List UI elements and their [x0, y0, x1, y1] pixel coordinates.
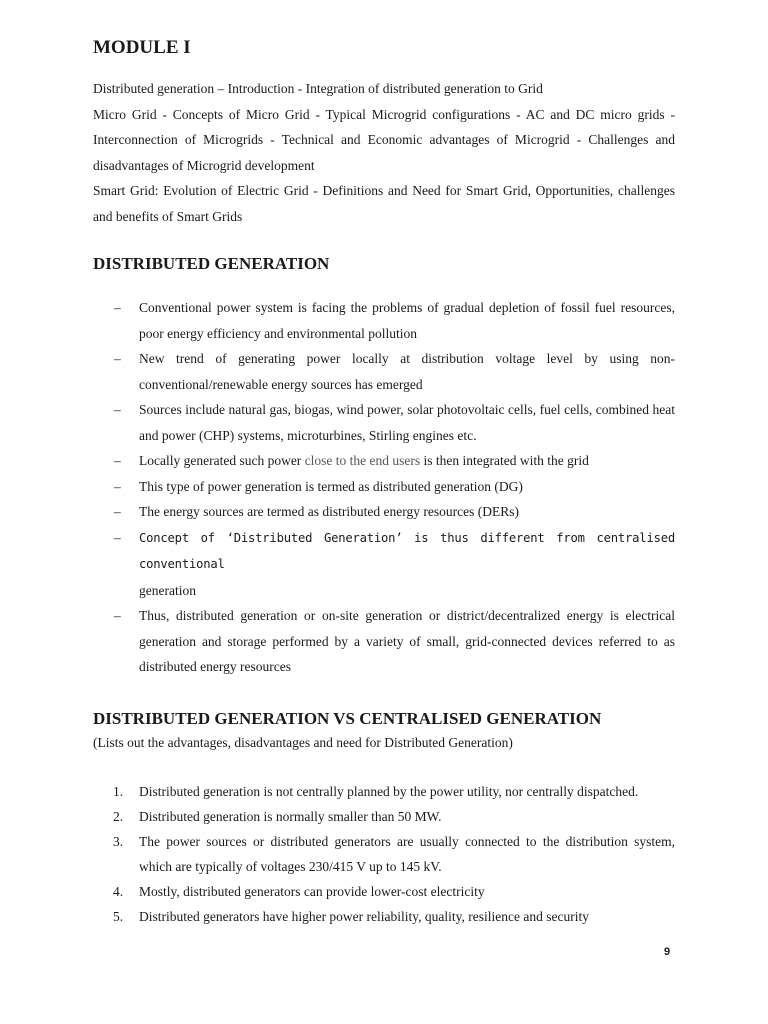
- page-number: 9: [664, 946, 671, 958]
- syllabus-line: Distributed generation – Introduction - Integration of distributed generation to Grid: [93, 81, 543, 96]
- list-item: [93, 499, 675, 525]
- syllabus-block: [93, 76, 675, 229]
- dg-vs-centralised-section: [93, 708, 675, 929]
- list-item-text-start: Locally generated such power: [139, 453, 305, 468]
- highlighted-phrase: close to the end users: [304, 453, 421, 468]
- list-item-text: New trend of generating power locally at distribution voltage level by using non-conventional/renewable energy sources has emerged: [139, 351, 675, 392]
- list-item: [93, 904, 675, 929]
- list-item: [93, 829, 675, 879]
- bullet-marker: –: [114, 453, 121, 468]
- list-item-text: Distributed generation is not centrally planned by the power utility, nor centrally dispatched.: [139, 783, 639, 799]
- bullet-marker: –: [114, 529, 121, 545]
- list-item: [93, 879, 675, 904]
- list-item: [93, 346, 675, 397]
- bullet-marker: –: [114, 402, 121, 417]
- list-item: [93, 525, 675, 604]
- list-item-text: Distributed generators have higher power reliability, quality, resilience and security: [139, 908, 589, 924]
- list-item-text: Thus, distributed generation or on-site generation or district/decentralized energy is electrical generation and storage performed by a variety of small, grid-connected devices referred to as distributed energy resources: [139, 608, 675, 674]
- module-title: MODULE I: [93, 37, 191, 58]
- list-item-text: The energy sources are termed as distributed energy resources (DERs): [139, 504, 519, 519]
- syllabus-line: Micro Grid - Concepts of Micro Grid - Typical Microgrid configurations - AC and DC micro grids - Interconnection of Microgrids - Technical and Economic advantages of Microgrid - Challenges and disadvantages of Microgrid development: [93, 106, 675, 173]
- list-item-text: Distributed generation is normally smaller than 50 MW.: [139, 808, 442, 824]
- list-item: [93, 603, 675, 680]
- distributed-generation-section: [93, 253, 675, 680]
- list-item: [93, 804, 675, 829]
- list-item: [93, 474, 675, 500]
- list-item-text-continued: generation: [139, 582, 196, 598]
- bullet-marker: –: [114, 478, 121, 494]
- list-item-text-end: is then integrated with the grid: [420, 453, 589, 468]
- list-item-text: Mostly, distributed generators can provide lower-cost electricity: [139, 883, 485, 899]
- item-number: 1.: [113, 783, 124, 799]
- bullet-marker: –: [114, 608, 121, 623]
- bullet-list: [93, 295, 675, 680]
- bullet-marker: –: [114, 504, 121, 519]
- list-item: [93, 779, 675, 804]
- syllabus-line: Smart Grid: Evolution of Electric Grid - Definitions and Need for Smart Grid, Opportunities, challenges and benefits of Smart Grids: [93, 183, 675, 224]
- section-heading: DISTRIBUTED GENERATION VS CENTRALISED GENERATION: [93, 708, 602, 728]
- list-item-text: The power sources or distributed generators are usually connected to the distribution system, which are typically of voltages 230/415 V up to 145 kV.: [139, 833, 675, 874]
- list-item-text: This type of power generation is termed as distributed generation (DG): [139, 478, 523, 494]
- item-number: 2.: [113, 808, 124, 824]
- list-item: [93, 448, 675, 474]
- item-number: 4.: [113, 883, 124, 899]
- list-item: [93, 295, 675, 346]
- document-page: [93, 28, 675, 929]
- numbered-list: [93, 779, 675, 929]
- section-heading: DISTRIBUTED GENERATION: [93, 254, 330, 273]
- list-item-text: Conventional power system is facing the problems of gradual depletion of fossil fuel resources, poor energy efficiency and environmental pollution: [139, 300, 675, 341]
- item-number: 5.: [113, 908, 124, 924]
- list-item: [93, 397, 675, 448]
- bullet-marker: –: [114, 300, 121, 315]
- item-number: 3.: [113, 833, 124, 849]
- bullet-marker: –: [114, 351, 121, 366]
- section-subtitle: (Lists out the advantages, disadvantages and need for Distributed Generation): [93, 734, 513, 750]
- list-item-text-mono: Concept of ‘Distributed Generation’ is thus different from centralised conventional: [139, 530, 675, 571]
- list-item-text: Sources include natural gas, biogas, wind power, solar photovoltaic cells, fuel cells, combined heat and power (CHP) systems, microturbines, Stirling engines etc.: [139, 402, 675, 443]
